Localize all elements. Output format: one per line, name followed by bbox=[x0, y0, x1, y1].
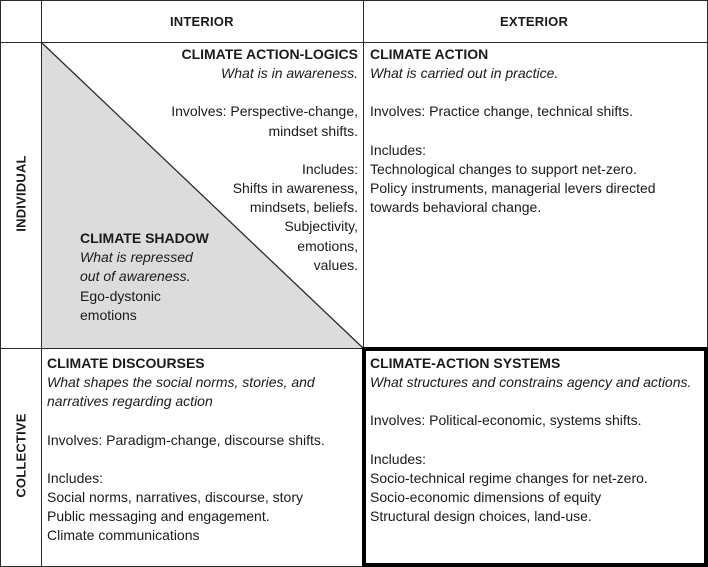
discourses-includes-line: Climate communications bbox=[47, 527, 200, 544]
discourses-cell bbox=[47, 354, 359, 546]
action-involves: Involves: Practice change, technical shifts. bbox=[370, 103, 634, 120]
action-logics-includes-line: mindsets, beliefs. bbox=[249, 199, 358, 216]
action-title: CLIMATE ACTION bbox=[370, 46, 489, 62]
column-header-exterior: EXTERIOR bbox=[500, 14, 569, 29]
shadow-title: CLIMATE SHADOW bbox=[80, 230, 209, 246]
action-includes-line: Technological changes to support net-zero. bbox=[370, 160, 637, 177]
action-logics-includes-line: Subjectivity, bbox=[284, 218, 358, 235]
systems-title: CLIMATE-ACTION SYSTEMS bbox=[370, 355, 561, 371]
systems-includes-line: Socio-technical regime changes for net-zero. bbox=[370, 469, 648, 486]
action-logics-includes-line: values. bbox=[313, 256, 358, 273]
systems-includes-line: Includes: bbox=[370, 450, 427, 467]
action-logics-includes-line: Shifts in awareness, bbox=[232, 180, 358, 197]
discourses-involves: Involves: Paradigm-change, discourse shifts. bbox=[47, 431, 325, 448]
shadow-body-line: emotions bbox=[80, 306, 137, 323]
systems-subtitle: What structures and constrains agency and actions. bbox=[370, 374, 692, 391]
shadow-cell bbox=[80, 229, 250, 325]
action-includes-line: Policy instruments, managerial levers directed bbox=[370, 180, 656, 197]
shadow-subtitle-line: out of awareness. bbox=[80, 268, 191, 285]
action-logics-subtitle: What is in awareness. bbox=[221, 65, 358, 82]
systems-includes-line: Structural design choices, land-use. bbox=[370, 508, 592, 525]
column-header-interior: INTERIOR bbox=[170, 14, 234, 29]
action-logics-involves-line: mindset shifts. bbox=[268, 122, 358, 139]
action-cell bbox=[370, 45, 704, 217]
action-logics-title: CLIMATE ACTION-LOGICS bbox=[181, 46, 358, 62]
discourses-includes-line: Public messaging and engagement. bbox=[47, 508, 270, 525]
action-logics-includes-line: Includes: bbox=[301, 160, 358, 177]
action-logics-includes-line: emotions, bbox=[297, 237, 358, 254]
systems-cell bbox=[370, 354, 704, 526]
shadow-body-line: Ego-dystonic bbox=[80, 287, 161, 304]
discourses-includes-line: Includes: bbox=[47, 469, 104, 486]
action-includes-line: Includes: bbox=[370, 141, 427, 158]
action-includes-line: towards behavioral change. bbox=[370, 199, 542, 216]
shadow-subtitle-line: What is repressed bbox=[80, 249, 193, 266]
action-logics-involves-line: Involves: Perspective-change, bbox=[171, 103, 358, 120]
action-subtitle: What is carried out in practice. bbox=[370, 65, 559, 82]
discourses-subtitle-line: narratives regarding action bbox=[47, 393, 213, 410]
discourses-includes-line: Social norms, narratives, discourse, story bbox=[47, 489, 303, 506]
systems-includes-line: Socio-economic dimensions of equity bbox=[370, 489, 602, 506]
row-label-collective: COLLECTIVE bbox=[13, 413, 29, 498]
discourses-subtitle-line: What shapes the social norms, stories, and bbox=[47, 374, 315, 391]
row-label-individual: INDIVIDUAL bbox=[13, 155, 29, 232]
systems-involves: Involves: Political-economic, systems shifts. bbox=[370, 412, 642, 429]
discourses-title: CLIMATE DISCOURSES bbox=[47, 355, 205, 371]
